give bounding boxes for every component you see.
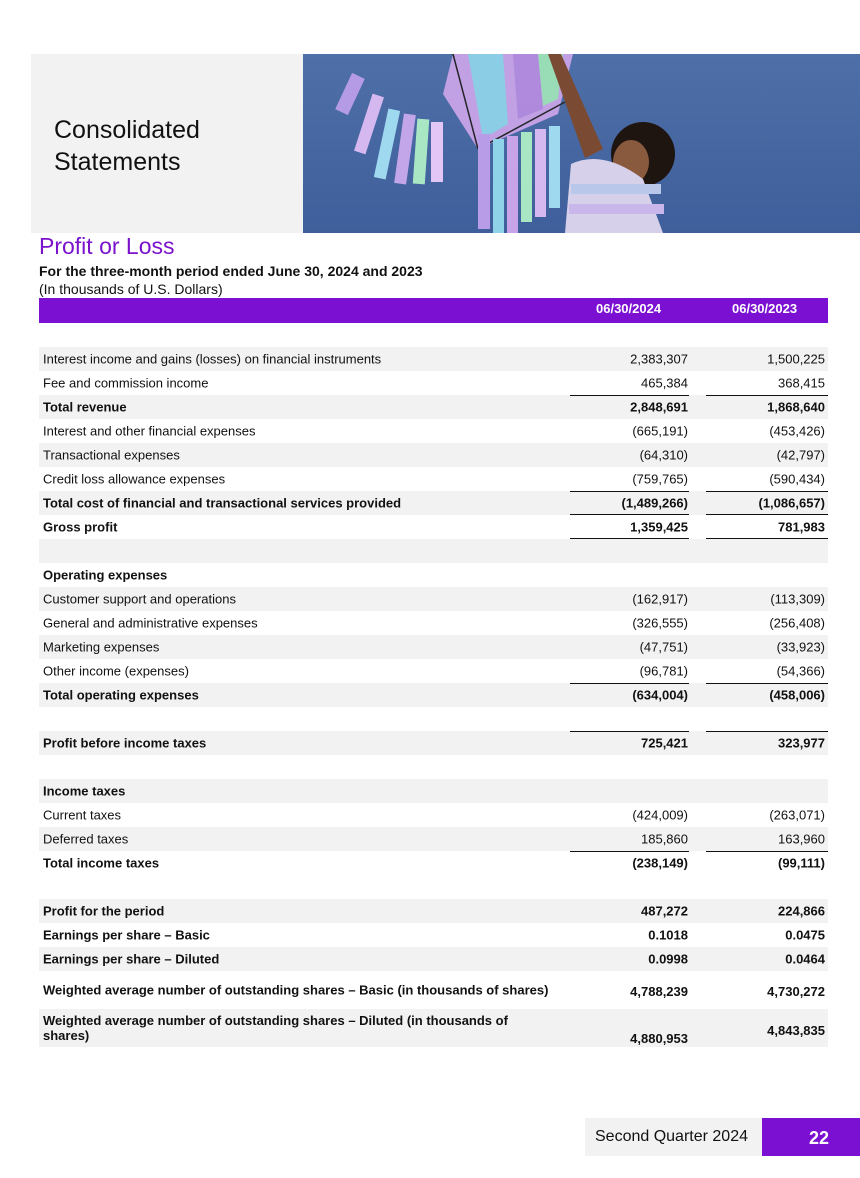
row-value-2023: (590,434) <box>769 471 825 487</box>
row-label: Income taxes <box>43 783 126 799</box>
row-value-2023: (263,071) <box>769 807 825 823</box>
row-value-2024: 4,880,953 <box>630 1031 688 1046</box>
table-row-section-operating <box>39 563 828 587</box>
header-photo <box>303 54 860 233</box>
row-value-2023: 163,960 <box>778 831 825 847</box>
row-value-2023: (453,426) <box>769 423 825 439</box>
row-value-2024: 0.0998 <box>648 951 688 967</box>
footer-report-text: Second Quarter 2024 <box>595 1128 748 1145</box>
row-value-2023: 0.0475 <box>785 927 825 943</box>
row-value-2023: 368,415 <box>778 375 825 391</box>
row-value-2024: 487,272 <box>641 903 688 919</box>
table-row <box>39 659 828 683</box>
table-row-profit-period <box>39 899 828 923</box>
footer-report-label <box>585 1118 762 1156</box>
row-value-2024: (759,765) <box>632 471 688 487</box>
row-value-2023: 224,866 <box>778 903 825 919</box>
row-label: Total operating expenses <box>43 687 199 703</box>
row-value-2024: 725,421 <box>641 735 688 751</box>
table-row <box>39 875 828 899</box>
row-value-2024: 2,383,307 <box>630 351 688 367</box>
table-row <box>39 371 828 395</box>
row-value-2023: (99,111) <box>778 855 825 871</box>
row-value-2024: (424,009) <box>632 807 688 823</box>
footer-page-number <box>762 1118 860 1156</box>
table-row <box>39 707 828 731</box>
row-value-2024: (96,781) <box>639 663 688 679</box>
row-label: Fee and commission income <box>43 375 209 391</box>
column-header-bar <box>39 298 828 323</box>
row-value-2023: (1,086,657) <box>758 495 825 511</box>
statement-table <box>39 323 828 1047</box>
row-value-2024: 465,384 <box>641 375 688 391</box>
row-label: Profit before income taxes <box>43 735 207 751</box>
page-title <box>54 114 200 178</box>
table-row-shares-diluted <box>39 1009 828 1047</box>
row-label: Earnings per share – Diluted <box>43 951 220 967</box>
table-row-total-operating <box>39 683 828 707</box>
row-value-2023: (33,923) <box>776 639 825 655</box>
table-row <box>39 419 828 443</box>
page-title-line2: Statements <box>54 148 181 176</box>
table-row <box>39 803 828 827</box>
row-label: Current taxes <box>43 807 122 823</box>
table-row-total-income-taxes <box>39 851 828 875</box>
table-row <box>39 347 828 371</box>
table-row-shares-basic <box>39 971 828 1009</box>
row-value-2024: (326,555) <box>632 615 688 631</box>
table-row-total-revenue <box>39 395 828 419</box>
column-header-2024: 06/30/2024 <box>596 301 662 316</box>
row-label: Total revenue <box>43 399 127 415</box>
row-value-2024: (47,751) <box>639 639 688 655</box>
row-label: Deferred taxes <box>43 831 129 847</box>
row-value-2024: (238,149) <box>632 855 688 871</box>
row-label: Operating expenses <box>43 567 168 583</box>
table-row-profit-before-tax <box>39 731 828 755</box>
table-row-eps-diluted <box>39 947 828 971</box>
row-value-2024: (162,917) <box>632 591 688 607</box>
row-value-2024: (64,310) <box>639 447 688 463</box>
row-label: Interest and other financial expenses <box>43 423 256 439</box>
row-value-2023: 1,500,225 <box>767 351 825 367</box>
row-label: Weighted average number of outstanding shares – Basic (in thousands of shares) <box>43 982 549 998</box>
row-label: Marketing expenses <box>43 639 160 655</box>
column-header-2023: 06/30/2023 <box>732 301 798 316</box>
row-value-2023: 4,730,272 <box>767 984 825 999</box>
table-row <box>39 467 828 491</box>
row-value-2024: (1,489,266) <box>621 495 688 511</box>
table-row-total-cost <box>39 491 828 515</box>
row-value-2023: 1,868,640 <box>767 399 825 415</box>
row-value-2023: 0.0464 <box>785 951 825 967</box>
row-value-2024: 4,788,239 <box>630 984 688 999</box>
row-label: Credit loss allowance expenses <box>43 471 226 487</box>
row-value-2023: (113,309) <box>770 591 825 607</box>
row-label: Total cost of financial and transactional services provided <box>43 495 402 511</box>
table-row-eps-basic <box>39 923 828 947</box>
table-row <box>39 827 828 851</box>
row-label: Customer support and operations <box>43 591 236 607</box>
row-label: General and administrative expenses <box>43 615 258 631</box>
row-value-2024: 1,359,425 <box>630 519 688 535</box>
section-title: Profit or Loss <box>39 233 175 259</box>
table-row-section-income-taxes <box>39 779 828 803</box>
row-value-2024: (634,004) <box>632 687 688 703</box>
row-label: Earnings per share – Basic <box>43 927 210 943</box>
row-label: Transactional expenses <box>43 447 180 463</box>
row-label: Total income taxes <box>43 855 160 871</box>
row-value-2023: (42,797) <box>776 447 825 463</box>
table-row <box>39 611 828 635</box>
row-value-2024: 2,848,691 <box>630 399 688 415</box>
row-label: Interest income and gains (losses) on financial instruments <box>43 351 382 367</box>
table-row <box>39 587 828 611</box>
table-row <box>39 755 828 779</box>
row-value-2023: (458,006) <box>769 687 825 703</box>
row-value-2023: 781,983 <box>778 519 825 535</box>
page-number: 22 <box>809 1128 830 1148</box>
row-value-2024: (665,191) <box>632 423 688 439</box>
row-value-2023: 4,843,835 <box>767 1023 825 1038</box>
table-row <box>39 635 828 659</box>
statement-period: For the three-month period ended June 30, 2024 and 2023 <box>39 263 423 279</box>
table-row <box>39 539 828 563</box>
row-label: Other income (expenses) <box>43 663 189 679</box>
table-row <box>39 443 828 467</box>
page-title-line1: Consolidated <box>54 116 200 144</box>
row-value-2023: (54,366) <box>776 663 825 679</box>
row-value-2023: (256,408) <box>769 615 825 631</box>
row-label: Gross profit <box>43 519 118 535</box>
row-value-2023: 323,977 <box>778 735 825 751</box>
row-value-2024: 0.1018 <box>648 927 688 943</box>
table-row <box>39 323 828 347</box>
statement-units: (In thousands of U.S. Dollars) <box>39 281 223 297</box>
header-title-box <box>31 54 303 233</box>
table-row-gross-profit <box>39 515 828 539</box>
row-value-2024: 185,860 <box>641 831 688 847</box>
row-label: Weighted average number of outstanding shares – Diluted (in thousands of shares) <box>43 1013 508 1043</box>
row-label: Profit for the period <box>43 903 165 919</box>
